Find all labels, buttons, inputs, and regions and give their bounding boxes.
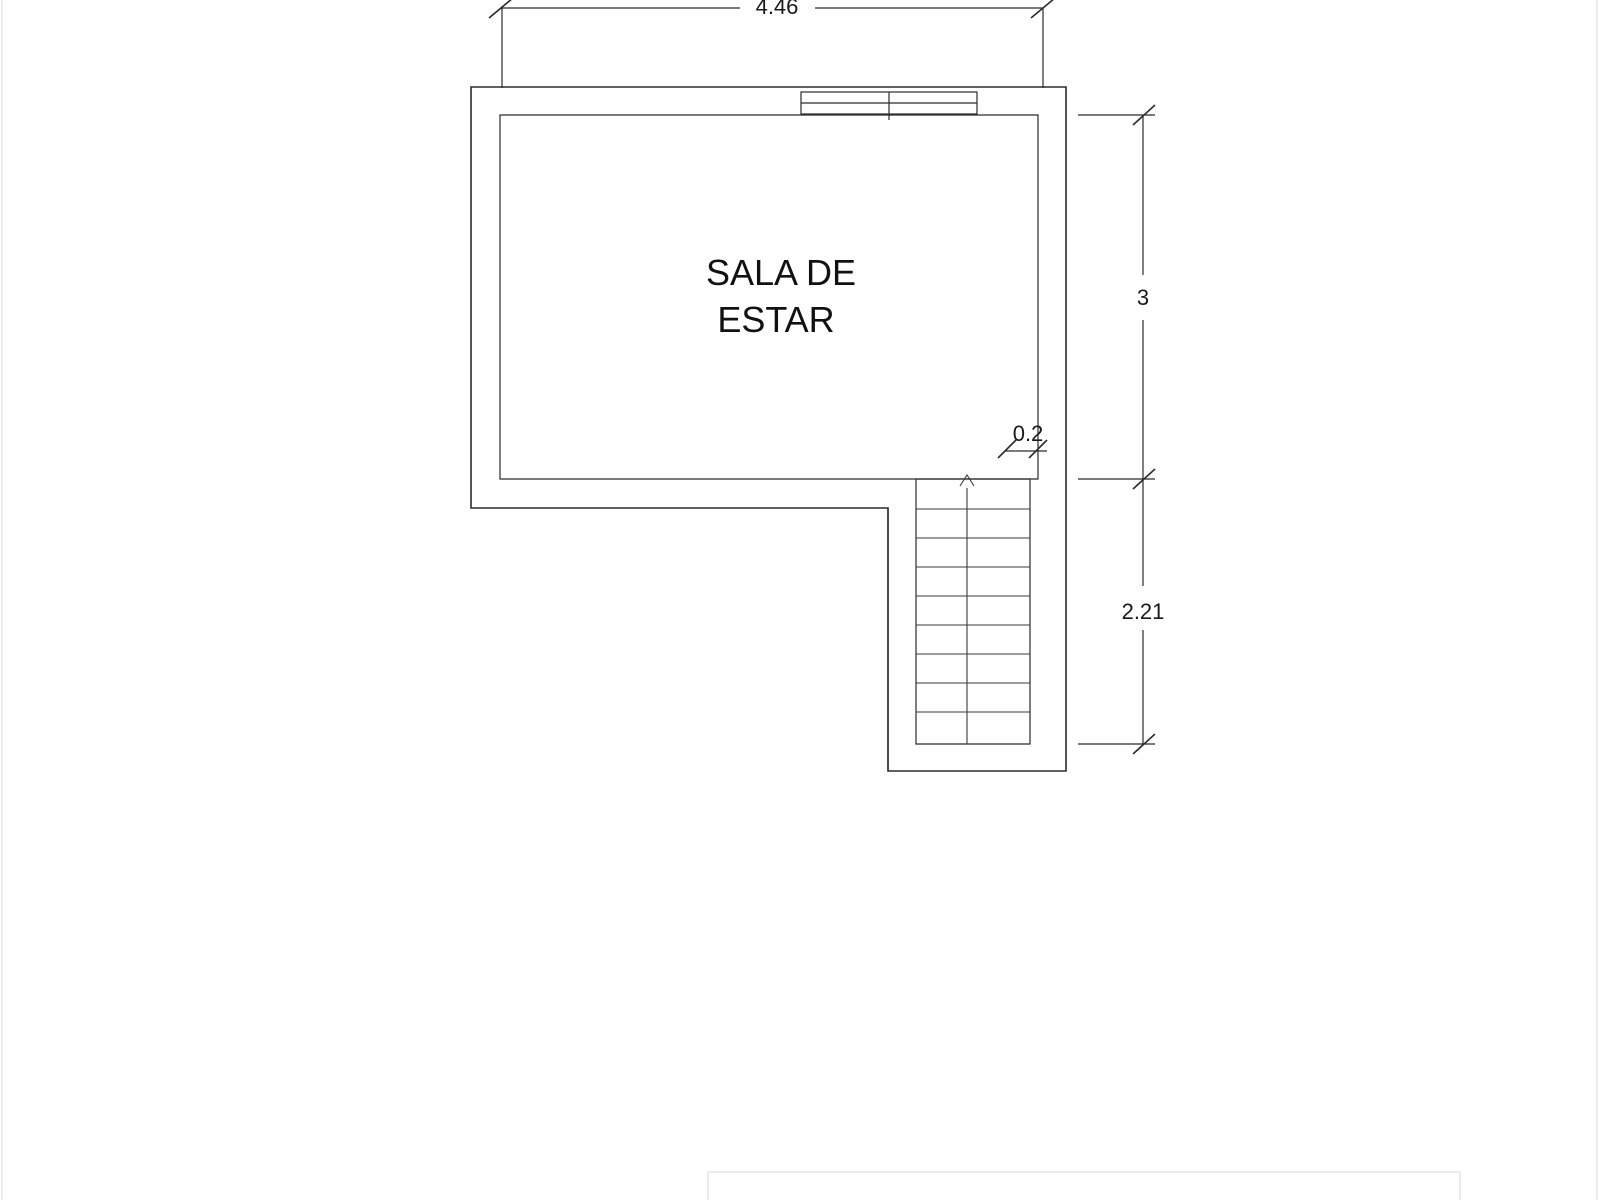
outer-wall (471, 87, 1066, 771)
dim-label-top-width: 4.46 (755, 0, 799, 19)
staircase (916, 475, 1030, 744)
dim-tick-top-left (489, 0, 513, 18)
room-label-line1: SALA DE (705, 252, 857, 293)
dimension-right-lower (1078, 479, 1164, 754)
stair-up-arrow-icon (960, 475, 974, 486)
stair-run-box (916, 479, 1030, 744)
dim-label-right-lower: 2.21 (1121, 599, 1165, 624)
inner-wall-living-room (500, 115, 1038, 479)
room-label-line2: ESTAR (717, 299, 835, 340)
dim-label-wall-thickness: 0.2 (1012, 421, 1044, 446)
window-opening-top (801, 92, 977, 120)
dimension-top-width (489, 0, 1055, 88)
dim-label-right-upper: 3 (1136, 285, 1150, 310)
building-outline (471, 87, 1066, 771)
title-block-edge (708, 1172, 1460, 1200)
room-label-sala-de-estar (706, 252, 856, 340)
dimension-wall-thickness (998, 421, 1047, 458)
inner-wall-stair-shaft (916, 479, 1030, 744)
dimension-right-upper (1078, 105, 1155, 489)
